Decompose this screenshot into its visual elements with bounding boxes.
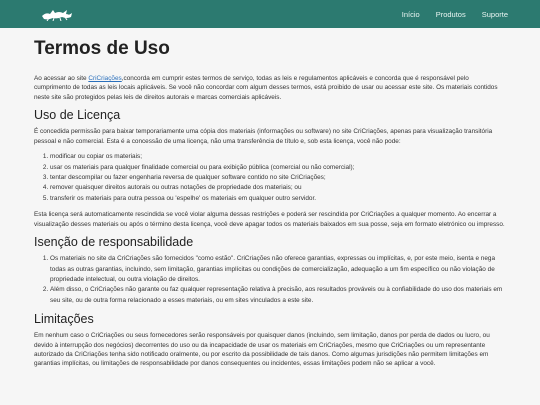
list-item: 2. Além disso, o CriCriações não garante ou faz qualquer representação relativa à precisão, aos resultados prováveis ou à confiabilidade do uso dos materiais em seu site, ou de outra forma relacionado a esses materiais, ou em sites vinculados a este site. — [50, 285, 506, 306]
intro-text-before: Ao acessar ao site — [34, 75, 89, 82]
list-item: 1. modificar ou copiar os materiais; — [50, 152, 506, 162]
license-restrictions-list — [34, 152, 506, 204]
nav-inicio[interactable]: Início — [401, 9, 420, 19]
disclaimer-heading: Isenção de responsabilidade — [34, 235, 194, 250]
list-item: 2. usar os materiais para qualquer finalidade comercial ou para exibição pública (comercial ou não comercial); — [50, 163, 506, 173]
intro-paragraph — [34, 74, 506, 102]
limitations-heading: Limitações — [34, 312, 94, 327]
license-paragraph-2: Esta licença será automaticamente rescindida se você violar alguma dessas restrições e poderá ser rescindida por CriCriações a qualquer momento. Ao encerrar a visualização desses materiais ou após o término desta licença, você deve apagar todos os materiais baixados em sua posse, seja em formato eletrónico ou impresso. — [34, 211, 505, 228]
terms-content — [0, 28, 540, 369]
list-item: 4. remover quaisquer direitos autorais ou outras notações de propriedade dos materiais; ou — [50, 183, 506, 193]
intro-text-after: ,concorda em cumprir estes termos de serviço, todas as leis e regulamentos aplicáveis e concorda que é responsável pelo cumprimento de todas as leis locais aplicáveis. Se você não concordar com algum desses termos, está proibido de usar ou acessar este site. Os materiais contidos neste site são protegidos pelas leis de direitos autorais e marcas comerciais aplicáveis. — [34, 75, 498, 101]
site-link[interactable]: CriCriações — [88, 75, 122, 82]
disclaimer-list — [34, 254, 506, 306]
list-item: 5. transferir os materiais para outra pessoa ou 'espelhe' os materiais em qualquer outro servidor. — [50, 194, 506, 204]
list-item: 1. Os materiais no site da CriCriações são fornecidos "como estão". CriCriações não oferece garantias, expressas ou implícitas, e, por este meio, isenta e nega todas as outras garantias, incluindo, sem limitação, garantias implícitas ou condições de comercialização, adequação a um fim específico ou não violação de propriedade intelectual, ou outra violação de direitos. — [50, 254, 506, 285]
navbar — [0, 0, 540, 28]
main-nav — [394, 10, 516, 19]
license-paragraph-1: É concedida permissão para baixar temporariamente uma cópia dos materiais (informações ou software) no site CriCriações, apenas para visualização transitória pessoal e não comercial. Esta é a concessão de uma licença, não uma transferência de título e, sob esta licença, você não pode: — [34, 128, 493, 145]
list-item: 3. tentar descompilar ou fazer engenharia reversa de qualquer software contido no site CriCriações; — [50, 173, 506, 183]
dragon-logo-icon[interactable] — [40, 7, 74, 21]
license-heading: Uso de Licença — [34, 108, 121, 123]
nav-produtos[interactable]: Produtos — [435, 9, 466, 19]
page-title: Termos de Uso — [34, 38, 170, 59]
nav-suporte[interactable]: Suporte — [481, 9, 508, 19]
limitations-paragraph: Em nenhum caso o CriCriações ou seus fornecedores serão responsáveis por quaisquer danos (incluindo, sem limitação, danos por perda de dados ou lucro, ou devido à interrupção dos negócios) decorrentes do uso ou da incapacidade de usar os materiais em CriCriações, mesmo que CriCriações ou um representante autorizado da CriCriações tenha sido notificado oralmente, ou por escrito da possibilidade de tais danos. Como algumas jurisdições não permitem limitações em garantias implícitas, ou limitações de responsabilidade por danos consequentes ou incidentes, essas limitações podem não se aplicar a você. — [34, 332, 490, 368]
